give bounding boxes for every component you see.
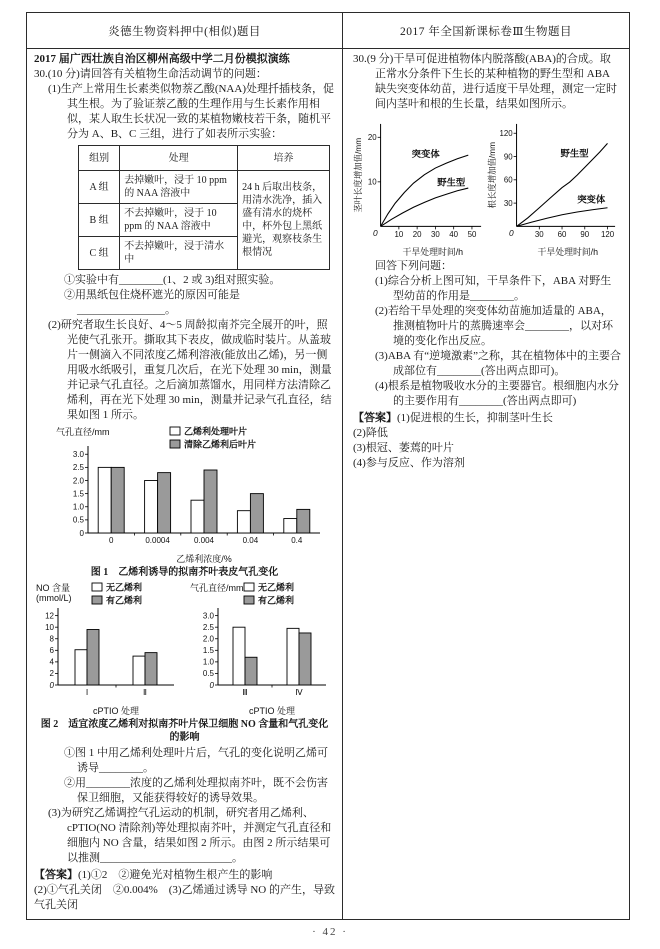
answer-text-1: (1)①2 ②避免光对植物生根产生的影响: [78, 869, 273, 881]
svg-text:突变体: 突变体: [411, 148, 440, 159]
question-2-sub1: ①图 1 中用乙烯利处理叶片后，气孔的变化说明乙烯可诱导________。: [64, 747, 328, 774]
svg-text:90: 90: [580, 230, 590, 240]
svg-text:气孔直径/mm: 气孔直径/mm: [190, 583, 244, 593]
table-header-culture: 培养: [238, 146, 330, 171]
table-header-row: [79, 146, 330, 171]
figure2-no-content-chart: [34, 581, 188, 717]
svg-text:40: 40: [449, 230, 459, 240]
svg-text:12: 12: [45, 611, 54, 621]
svg-text:20: 20: [367, 133, 377, 143]
svg-text:突变体: 突变体: [577, 194, 606, 205]
figure1-container: [54, 425, 335, 565]
figure2-caption: 图 2 适宜浓度乙烯利对拟南芥叶片保卫细胞 NO 含量和气孔变化的影响: [40, 719, 329, 743]
svg-text:有乙烯利: 有乙烯利: [258, 595, 295, 606]
svg-text:6: 6: [49, 646, 54, 656]
svg-text:0.5: 0.5: [202, 669, 214, 679]
right-answer-1: (1)促进根的生长，抑制茎叶生长: [397, 412, 553, 424]
svg-text:干旱处理时间/h: 干旱处理时间/h: [537, 246, 599, 257]
svg-text:0.04: 0.04: [242, 536, 259, 545]
svg-text:2.5: 2.5: [202, 622, 214, 632]
svg-text:1.5: 1.5: [72, 489, 84, 499]
svg-text:60: 60: [503, 175, 513, 185]
answer-label: 【答案】: [353, 412, 397, 424]
svg-text:野生型: 野生型: [560, 148, 589, 159]
page-frame: [26, 12, 630, 920]
svg-text:1.0: 1.0: [202, 657, 214, 667]
left-column: [27, 49, 343, 920]
svg-text:2.0: 2.0: [72, 476, 84, 486]
answer-label: 【答案】: [34, 869, 78, 881]
table-header-treatment: 处理: [120, 146, 238, 171]
svg-text:10: 10: [394, 230, 404, 240]
figure2-container: [34, 581, 335, 717]
svg-text:乙烯利浓度/%: 乙烯利浓度/%: [176, 554, 232, 564]
root-growth-line-chart: [487, 113, 621, 259]
right-answer-2: (2)降低: [353, 427, 388, 439]
svg-text:乙烯利处理叶片: 乙烯利处理叶片: [184, 426, 248, 437]
svg-text:0.004: 0.004: [193, 536, 215, 545]
svg-text:30: 30: [431, 230, 440, 240]
svg-text:干旱处理时间/h: 干旱处理时间/h: [402, 246, 464, 257]
right-question-2: (2)若给干旱处理的突变体幼苗施加适量的 ABA，推测植物叶片的蒸腾速率会________，以对环境的变化作出反应。: [375, 305, 613, 347]
svg-text:3.0: 3.0: [202, 611, 214, 621]
source-line: 2017 届广西壮族自治区柳州高级中学二月份模拟演练: [34, 53, 290, 65]
svg-text:茎叶长度增加值/mm: 茎叶长度增加值/mm: [353, 137, 363, 213]
group-c-treatment: 不去掉嫩叶，浸于清水中: [120, 237, 238, 270]
svg-text:90: 90: [503, 152, 513, 162]
questions-intro: 回答下列问题：: [375, 260, 452, 272]
svg-text:10: 10: [45, 622, 54, 632]
right-answer-3: (3)根冠、萎蔫的叶片: [353, 442, 454, 454]
right-question-1: (1)综合分析上图可知，干旱条件下，ABA 对野生型幼苗的作用是________。: [375, 275, 612, 302]
svg-text:3.0: 3.0: [72, 450, 84, 460]
header-right-title: 2017 年全国新课标卷Ⅲ生物题目: [400, 25, 572, 38]
question-1-sub1: ①实验中有________(1、2 或 3)组对照实验。: [64, 274, 281, 286]
svg-text:0: 0: [209, 680, 214, 690]
svg-text:120: 120: [600, 230, 615, 240]
svg-text:气孔直径/mm: 气孔直径/mm: [56, 427, 110, 437]
right-question-4: (4)根系是植物吸收水分的主要器官。根细胞内水分的主要作用有________(答出两点即可): [375, 380, 619, 407]
svg-text:野生型: 野生型: [437, 177, 466, 188]
figure1-bar-chart: [54, 425, 330, 565]
svg-text:0.4: 0.4: [291, 536, 303, 545]
svg-text:0: 0: [49, 680, 54, 690]
svg-text:50: 50: [467, 230, 477, 240]
shoot-growth-line-chart: [353, 113, 487, 259]
svg-text:根长度增加值/mm: 根长度增加值/mm: [487, 141, 497, 209]
svg-text:20: 20: [412, 230, 422, 240]
svg-text:NO 含量: NO 含量: [36, 583, 71, 593]
svg-text:Ⅰ: Ⅰ: [85, 688, 89, 697]
experiment-table: [78, 145, 330, 270]
svg-text:0: 0: [372, 228, 378, 239]
right-answer-4: (4)参与反应、作为溶剂: [353, 457, 465, 469]
svg-text:30: 30: [503, 198, 513, 208]
svg-text:0: 0: [79, 528, 84, 538]
group-c-label: C 组: [79, 237, 120, 270]
left-answer-line2: (2)①气孔关闭 ②0.004% (3)乙烯通过诱导 NO 的产生，导致气孔关闭: [34, 884, 335, 911]
svg-text:无乙烯利: 无乙烯利: [106, 582, 143, 593]
svg-text:Ⅱ: Ⅱ: [143, 688, 147, 697]
header-left-title: 炎德生物资料押中(相似)题目: [27, 13, 343, 48]
svg-text:4: 4: [49, 657, 54, 667]
svg-text:1.5: 1.5: [202, 646, 214, 656]
culture-cell: 24 h 后取出枝条，用清水洗净，插入盛有清水的烧杯中，杯外包上黑纸避光，观察枝条生根情况: [238, 171, 330, 270]
group-a-label: A 组: [79, 171, 120, 204]
question-1-sub2: ②用黑纸包住烧杯遮光的原因可能是________________。: [64, 289, 240, 316]
right-question-30-text: 30.(9 分)干旱可促进植物体内脱落酸(ABA)的合成。取正常水分条件下生长的某种植物的野生型和 ABA 缺失突变体幼苗，进行适度干旱处理，测定一定时间内茎叶和根的生长量，结果如图所示。: [353, 53, 617, 110]
svg-text:Ⅳ: Ⅳ: [295, 688, 303, 697]
question-part3-text: (3)为研究乙烯调控气孔运动的机制，研究者用乙烯利、cPTIO(NO 清除剂)等处理拟南芥叶，并测定气孔直径和细胞内 NO 含量，结果如图 2 所示。由图 2 所示结果可以推测________________________。: [48, 807, 332, 864]
svg-text:0: 0: [108, 536, 114, 545]
table-header-group: 组别: [79, 146, 120, 171]
svg-text:2.0: 2.0: [202, 634, 214, 644]
svg-text:2: 2: [49, 669, 54, 679]
line-charts-container: [353, 113, 621, 259]
left-answer-line1: [34, 868, 335, 883]
right-column: [343, 49, 629, 920]
svg-text:Ⅲ: Ⅲ: [242, 688, 248, 697]
question-2-sub2: ②用________浓度的乙烯利处理拟南芥叶，既不会伤害保卫细胞，又能获得较好的诱导效果。: [64, 777, 328, 804]
svg-text:cPTIO 处理: cPTIO 处理: [248, 706, 296, 716]
group-b-treatment: 不去掉嫩叶，浸于 10 ppm 的 NAA 溶液中: [120, 204, 238, 237]
question-part1-text: (1)生产上常用生长素类似物萘乙酸(NAA)处理扦插枝条，促其生根。为了验证萘乙酸的生理作用与生长素作用相似，某人取生长状况一致的某植物嫩枝若干条，随机平分为 A、B、C 三组，进行了如表所示实验：: [48, 83, 334, 140]
group-a-treatment: 去掉嫩叶，浸于 10 ppm 的 NAA 溶液中: [120, 171, 238, 204]
svg-text:120: 120: [499, 129, 513, 139]
columns: [27, 49, 629, 920]
question-30-intro: 30.(10 分)请回答有关植物生命活动调节的问题：: [34, 68, 267, 80]
question-part2-text: (2)研究者取生长良好、4～5 周龄拟南芥完全展开的叶，照光使气孔张开。撕取其下表皮，做成临时装片。从盖玻片一侧滴入不同浓度乙烯利溶液(能放出乙烯)，另一侧用吸水纸吸引，重复几次后，在光下处理 30 min，测量并记录气孔直径。之后滴加蒸馏水，用同样方法清除乙烯利，再在光下处理 30 min，测量并记录气孔直径，结果如图 1 所示。: [48, 319, 332, 421]
svg-text:(mmol/L): (mmol/L): [36, 593, 72, 603]
svg-text:10: 10: [367, 177, 377, 187]
svg-text:0.0004: 0.0004: [145, 536, 170, 545]
svg-text:60: 60: [557, 230, 567, 240]
figure1-caption: 图 1 乙烯利诱导的拟南芥叶表皮气孔变化: [90, 567, 279, 578]
svg-text:清除乙烯利后叶片: 清除乙烯利后叶片: [184, 439, 257, 450]
page-number: · 42 ·: [312, 926, 348, 938]
svg-text:30: 30: [534, 230, 544, 240]
svg-text:0: 0: [508, 228, 514, 239]
page-header: [27, 13, 629, 49]
table-row: [79, 171, 330, 204]
svg-text:0.5: 0.5: [72, 515, 84, 525]
svg-text:1.0: 1.0: [72, 502, 84, 512]
group-b-label: B 组: [79, 204, 120, 237]
svg-text:有乙烯利: 有乙烯利: [106, 595, 143, 606]
svg-text:8: 8: [49, 634, 54, 644]
svg-text:cPTIO 处理: cPTIO 处理: [92, 706, 140, 716]
right-question-3: (3)ABA 有“逆境激素”之称，其在植物体中的主要合成部位有________(答出两点即可)。: [375, 350, 621, 377]
figure2-stoma-diameter-chart: [188, 581, 334, 717]
svg-text:无乙烯利: 无乙烯利: [258, 582, 295, 593]
svg-text:2.5: 2.5: [72, 463, 84, 473]
right-answer-line1: [353, 411, 621, 426]
